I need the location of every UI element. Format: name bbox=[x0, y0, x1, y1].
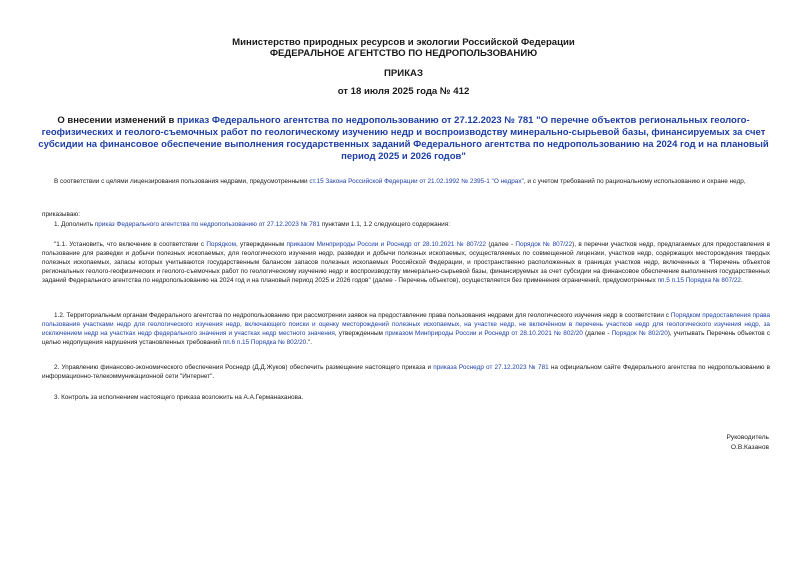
item-1-paragraph bbox=[42, 220, 770, 229]
item-1-1-text-3: (далее - bbox=[486, 241, 516, 248]
procedure-granting-link[interactable]: Порядком предоставления права пользования участками недр для геологического изучения недр, включающего поиски и оценку месторождений полезных ископаемых, на участке недр, не включённом в перечень участков недр для геологического изучения недр, за исключением недр на участках недр федерального значения и участках недр местного значения bbox=[42, 312, 770, 337]
item-3-paragraph: 3. Контроль за исполнением настоящего приказа возложить на А.А.Германаханова. bbox=[54, 394, 304, 401]
order-word: приказываю: bbox=[42, 211, 80, 218]
title-prefix: О внесении изменений в bbox=[57, 115, 177, 126]
item-1-text-2: пунктами 1.1, 1.2 следующего содержания: bbox=[319, 221, 450, 228]
law-on-subsoil-link[interactable]: ст.15 Закона Российской Федерации от 21.02.1992 № 2395-1 "О недрах" bbox=[309, 178, 524, 185]
item-1-order-link[interactable]: приказ Федерального агентства по недропользованию от 27.12.2023 № 781 bbox=[94, 221, 320, 228]
item-2-paragraph bbox=[42, 363, 770, 381]
order-807-22-link[interactable]: приказом Минприроды России и Роснедр от 28.10.2021 № 807/22 bbox=[286, 241, 487, 248]
item-1-1-paragraph bbox=[42, 240, 770, 285]
item-1-2-text-2: , утвержденным bbox=[334, 330, 386, 337]
preamble-paragraph bbox=[42, 177, 770, 186]
item-1-2-text-1: 1.2. Территориальным органам Федерального агентства по недропользованию при рассмотрении заявок на предоставление права пользования недрами для геологического изучения недр в соответствии с bbox=[54, 312, 671, 319]
item-2-text-1: 2. Управлению финансово-экономического обеспечения Роснедр (Д.Д.Жуков) обеспечить размещение настоящего приказа и bbox=[54, 364, 434, 371]
agency-name: ФЕДЕРАЛЬНОЕ АГЕНТСТВО ПО НЕДРОПОЛЬЗОВАНИЮ bbox=[269, 48, 538, 59]
item-2-text-2: на официальном сайте Федерального агентства по недропользованию в информационно-телекоммуникационной сети "Интернет". bbox=[42, 364, 770, 380]
item-1-1-text-5: . bbox=[740, 277, 743, 284]
item-1-2-text-3: (далее - bbox=[582, 330, 612, 337]
ministry-name: Министерство природных ресурсов и экологии Российской Федерации bbox=[232, 37, 575, 48]
signer-name: О.В.Казанов bbox=[730, 444, 769, 451]
order-802-20-link[interactable]: приказом Минприроды России и Роснедр от 28.10.2021 № 802/20 bbox=[385, 330, 583, 337]
title-link-order-781[interactable]: приказ Федерального агентства по недропользованию от 27.12.2023 № 781 "О перечне объектов региональных геолого-геофизических и геолого-съемочных работ по геологическому изучению недр и воспроизводству минерально-сырьевой базы, финансируемых за счет субсидии на финансовое обеспечение выполнения государственных заданий Федерального агентства по недропользованию на 2024 год и на плановый период 2025 и 2026 годов" bbox=[38, 115, 769, 162]
rosnedra-order-781-link[interactable]: приказа Роснедр от 27.12.2023 № 781 bbox=[433, 364, 549, 371]
preamble-text-2: , и с учетом требований по рациональному использованию и охране недр, bbox=[523, 178, 746, 185]
item-1-1-text-1: "1.1. Установить, что включение в соответствии с bbox=[54, 241, 207, 248]
signer-position: Руководитель bbox=[726, 434, 769, 441]
procedure-807-22-link[interactable]: Порядок № 807/22 bbox=[515, 241, 573, 248]
item-1-2-paragraph bbox=[42, 311, 770, 347]
document-type: ПРИКАЗ bbox=[384, 68, 423, 79]
procedure-802-20-link[interactable]: Порядок № 802/20 bbox=[611, 330, 668, 337]
item-1-1-text-2: , утвержденным bbox=[235, 241, 287, 248]
clause-6-15-802-link[interactable]: пп.6 п.15 Порядка № 802/20 bbox=[222, 339, 307, 346]
item-1-2-text-5: .". bbox=[306, 339, 313, 346]
item-1-2-text-4: ), учитывать Перечень объектов с целью недопущения нарушения установленных требований bbox=[42, 330, 770, 346]
document-date-number: от 18 июля 2025 года № 412 bbox=[337, 86, 470, 97]
document-title bbox=[36, 115, 771, 163]
item-1-1-text-4: ), в перечни участков недр, предлагаемых для предоставления в пользование для разведки и добычи полезных ископаемых, для геологического изучения недр, разведки и добычи полезных ископаемых, осуществляемых по совмещенной лицензии, участков недр, содержащих месторождения твердых полезных ископаемых, запасы которых учитываются государственным балансом запасов полезных ископаемых Российской Федерации, и пространственно расположенных в границах участков недр, включенных в "Перечень объектов региональных геолого-геофизических и геолого-съемочных работ по геологическому изучению недр и воспроизводству минерально-сырьевой базы, финансируемых за счет субсидии на финансовое обеспечение выполнения государственных заданий Федерального агентства по недропользованию на 2024 год и на плановый период 2025 и 2026 годов" (далее - Перечень объектов), осуществляется без применения ограничений, предусмотренных bbox=[42, 241, 770, 284]
preamble-text-1: В соответствии с целями лицензирования пользования недрами, предусмотренными bbox=[54, 178, 310, 185]
item-1-text-1: 1. Дополнить bbox=[54, 221, 95, 228]
procedure-link[interactable]: Порядком bbox=[206, 241, 236, 248]
clause-5-15-807-link[interactable]: пп.5 п.15 Порядка № 807/22 bbox=[657, 277, 741, 284]
